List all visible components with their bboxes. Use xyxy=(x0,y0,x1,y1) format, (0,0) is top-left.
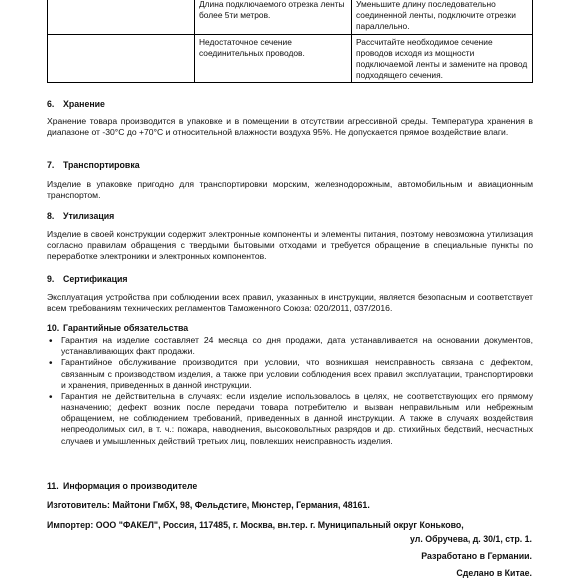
section-heading-transport xyxy=(47,160,140,171)
table-cell: Уменьшите длину последовательно соединенной ленты, подключите отрезки параллельно. xyxy=(352,0,533,34)
section-heading-manufacturer xyxy=(47,481,197,492)
troubleshooting-table xyxy=(47,0,533,83)
importer-line: Импортер: ООО "ФАКЕЛ", Россия, 117485, г. Москва, вн.тер. г. Муниципальный округ Коньково, xyxy=(47,520,464,530)
section-title: Информация о производителе xyxy=(63,481,198,491)
manufacturer-line: Изготовитель: Майтони ГмбХ, 98, Фельдстиге, Мюнстер, Германия, 48161. xyxy=(47,500,370,510)
section-title: Транспортировка xyxy=(63,160,140,170)
section-number: 6. xyxy=(47,99,55,109)
section-number: 7. xyxy=(47,160,55,170)
list-item: • Гарантия на изделие составляет 24 месяца со дня продажи, дата устанавливается на основании документов, устанавливающих факт продажи. xyxy=(47,335,533,357)
section-heading-warranty xyxy=(47,323,188,334)
made-in-line: Сделано в Китае. xyxy=(456,568,532,578)
section-number: 8. xyxy=(47,211,55,221)
section-title: Хранение xyxy=(63,99,105,109)
table-row xyxy=(48,34,533,83)
section-heading-certification xyxy=(47,274,128,285)
developed-in-line: Разработано в Германии. xyxy=(421,551,532,561)
section-number: 9. xyxy=(47,274,55,284)
section-number: 10. xyxy=(47,323,60,333)
list-item: • Гарантия не действительна в случаях: если изделие использовалось в целях, не соответствующих его прямому назначению; дефект возник после передачи товара потребителю и вызван неправильным или небрежным обращением, не соблюдением требований, приведенных в данной инструкции. А также в случаях воздействия непреодолимых сил, в т. ч.: пожара, наводнения, высоковольтных разрядов и др. стихийных бедствий, несчастных случаев и умышленных действий третьих лиц, повлекших неисправность изделия. xyxy=(47,391,533,447)
storage-text: Хранение товара производится в упаковке и в помещении в отсутствии агрессивной среды. Температура хранения в диапазоне от -30°С до +70°С и относительной влажности воздуха 95%. Не допускается прямое воздействие влаги. xyxy=(47,116,533,138)
section-heading-storage xyxy=(47,99,105,110)
table-cell: Рассчитайте необходимое сечение проводов исходя из мощности подключаемой ленты и замените на провод подходящего сечения. xyxy=(352,34,533,83)
section-heading-disposal xyxy=(47,211,114,222)
table-row xyxy=(48,0,533,34)
transport-text: Изделие в упаковке пригодно для транспортировки морским, железнодорожным, автомобильным и авиационным транспортом. xyxy=(47,179,533,201)
section-title: Утилизация xyxy=(63,211,115,221)
certification-text: Эксплуатация устройства при соблюдении всех правил, указанных в инструкции, является безопасным и соответствует всем требованиям технических регламентов Таможенного Союза: 020/2011, 037/2016. xyxy=(47,292,533,314)
table-cell: Длина подключаемого отрезка ленты более 5ти метров. xyxy=(195,0,352,34)
warranty-list xyxy=(47,335,533,447)
table-cell xyxy=(48,0,195,34)
importer-address-line: ул. Обручева, д. 30/1, стр. 1. xyxy=(409,534,532,544)
list-item: • Гарантийное обслуживание производится при условии, что возникшая неисправность связана с дефектом, связанным с производством изделия, а также при условии соблюдения всех правил эксплуатации, транспортировки и хранения, приведенных в данной инструкции. xyxy=(47,357,533,391)
table-cell: Недостаточное сечение соединительных проводов. xyxy=(195,34,352,83)
section-title: Сертификация xyxy=(63,274,128,284)
disposal-text: Изделие в своей конструкции содержит электронные компоненты и элементы питания, поэтому невозможна утилизация согласно правилам обращения с твердыми бытовыми отходами и требуется обращение в специальные пункты по переработке электроники и электронных компонентов. xyxy=(47,229,533,262)
section-number: 11. xyxy=(47,481,59,491)
table-cell xyxy=(48,34,195,83)
section-title: Гарантийные обязательства xyxy=(63,323,189,333)
